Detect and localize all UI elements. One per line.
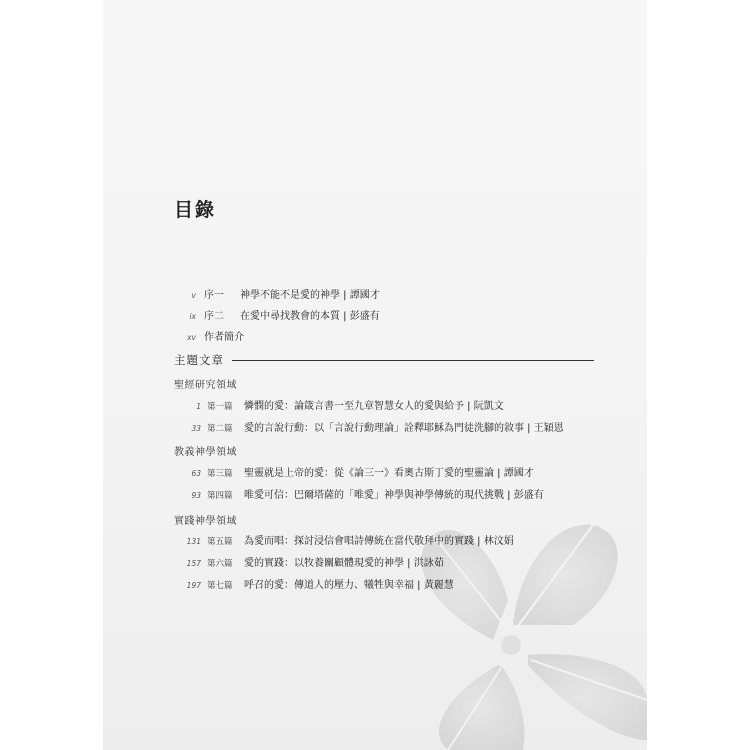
entry-text: 愛的言說行動：以「言說行動理論」詮釋耶穌為門徒洗腳的敘事 | 王穎恩 <box>244 423 564 434</box>
page-number: 157 <box>186 559 201 568</box>
toc-entry[interactable] <box>174 486 647 501</box>
front-matter-text: 作者簡介 <box>204 332 244 343</box>
entry-label: 第四篇 <box>207 491 233 501</box>
page-number: ix <box>189 312 196 321</box>
entry-text: 為愛而唱：探討浸信會唱詩傳統在當代敬拜中的實踐 | 林汶娟 <box>244 536 514 547</box>
section-heading <box>174 352 594 368</box>
page-number: 197 <box>186 581 201 590</box>
entry-label: 第五篇 <box>207 537 233 547</box>
book-page <box>103 0 647 750</box>
entry-label: 第三篇 <box>207 469 233 479</box>
page-number: 1 <box>196 402 201 411</box>
page-number: 63 <box>191 469 201 478</box>
category-heading: 實踐神學領域 <box>174 516 237 527</box>
entry-label: 第二篇 <box>207 424 233 434</box>
category-heading: 聖經研究領域 <box>174 380 237 391</box>
toc-title: 目錄 <box>174 199 217 221</box>
front-matter-list <box>174 286 624 349</box>
front-matter-text: 神學不能不是愛的神學 | 譚國才 <box>240 290 380 301</box>
section-title: 主題文章 <box>174 353 224 367</box>
page-number: 33 <box>191 424 201 433</box>
entry-text: 呼召的愛：傳道人的壓力、犧牲與幸福 | 黃麗慧 <box>244 580 454 591</box>
front-matter-text: 在愛中尋找教會的本質 | 彭盛有 <box>240 311 380 322</box>
page-number: v <box>191 291 196 300</box>
entry-label: 第一篇 <box>207 402 233 412</box>
toc-entry[interactable] <box>174 532 647 547</box>
front-matter-item[interactable] <box>174 307 624 328</box>
page-number: 131 <box>186 537 201 546</box>
page-number: 93 <box>191 491 201 500</box>
toc-entry[interactable] <box>174 464 647 479</box>
entry-label: 第七篇 <box>207 581 233 591</box>
toc-entry[interactable] <box>174 554 647 569</box>
toc-entry[interactable] <box>174 419 647 434</box>
entry-text: 愛的實踐：以牧養關顧體現愛的神學 | 洪詠茹 <box>244 558 444 569</box>
section-divider <box>232 360 594 361</box>
category-heading: 教義神學領域 <box>174 447 237 458</box>
front-matter-label: 序一 <box>204 290 224 301</box>
page-number: xv <box>187 333 196 342</box>
clover-leaf-decoration <box>103 0 647 750</box>
toc-entry[interactable] <box>174 576 647 591</box>
entry-text: 唯愛可信：巴爾塔薩的「唯愛」神學與神學傳統的現代挑戰 | 彭盛有 <box>244 490 544 501</box>
entry-text: 憐憫的愛：論箴言書一至九章智慧女人的愛與給予 | 阮凱文 <box>244 401 504 412</box>
front-matter-label: 序二 <box>204 311 224 322</box>
entry-label: 第六篇 <box>207 559 233 569</box>
front-matter-item[interactable] <box>174 286 624 307</box>
front-matter-item[interactable] <box>174 328 624 349</box>
toc-entry[interactable] <box>174 397 647 412</box>
entry-text: 聖靈就是上帝的愛：從《論三一》看奧古斯丁愛的聖靈論 | 譚國才 <box>244 468 534 479</box>
